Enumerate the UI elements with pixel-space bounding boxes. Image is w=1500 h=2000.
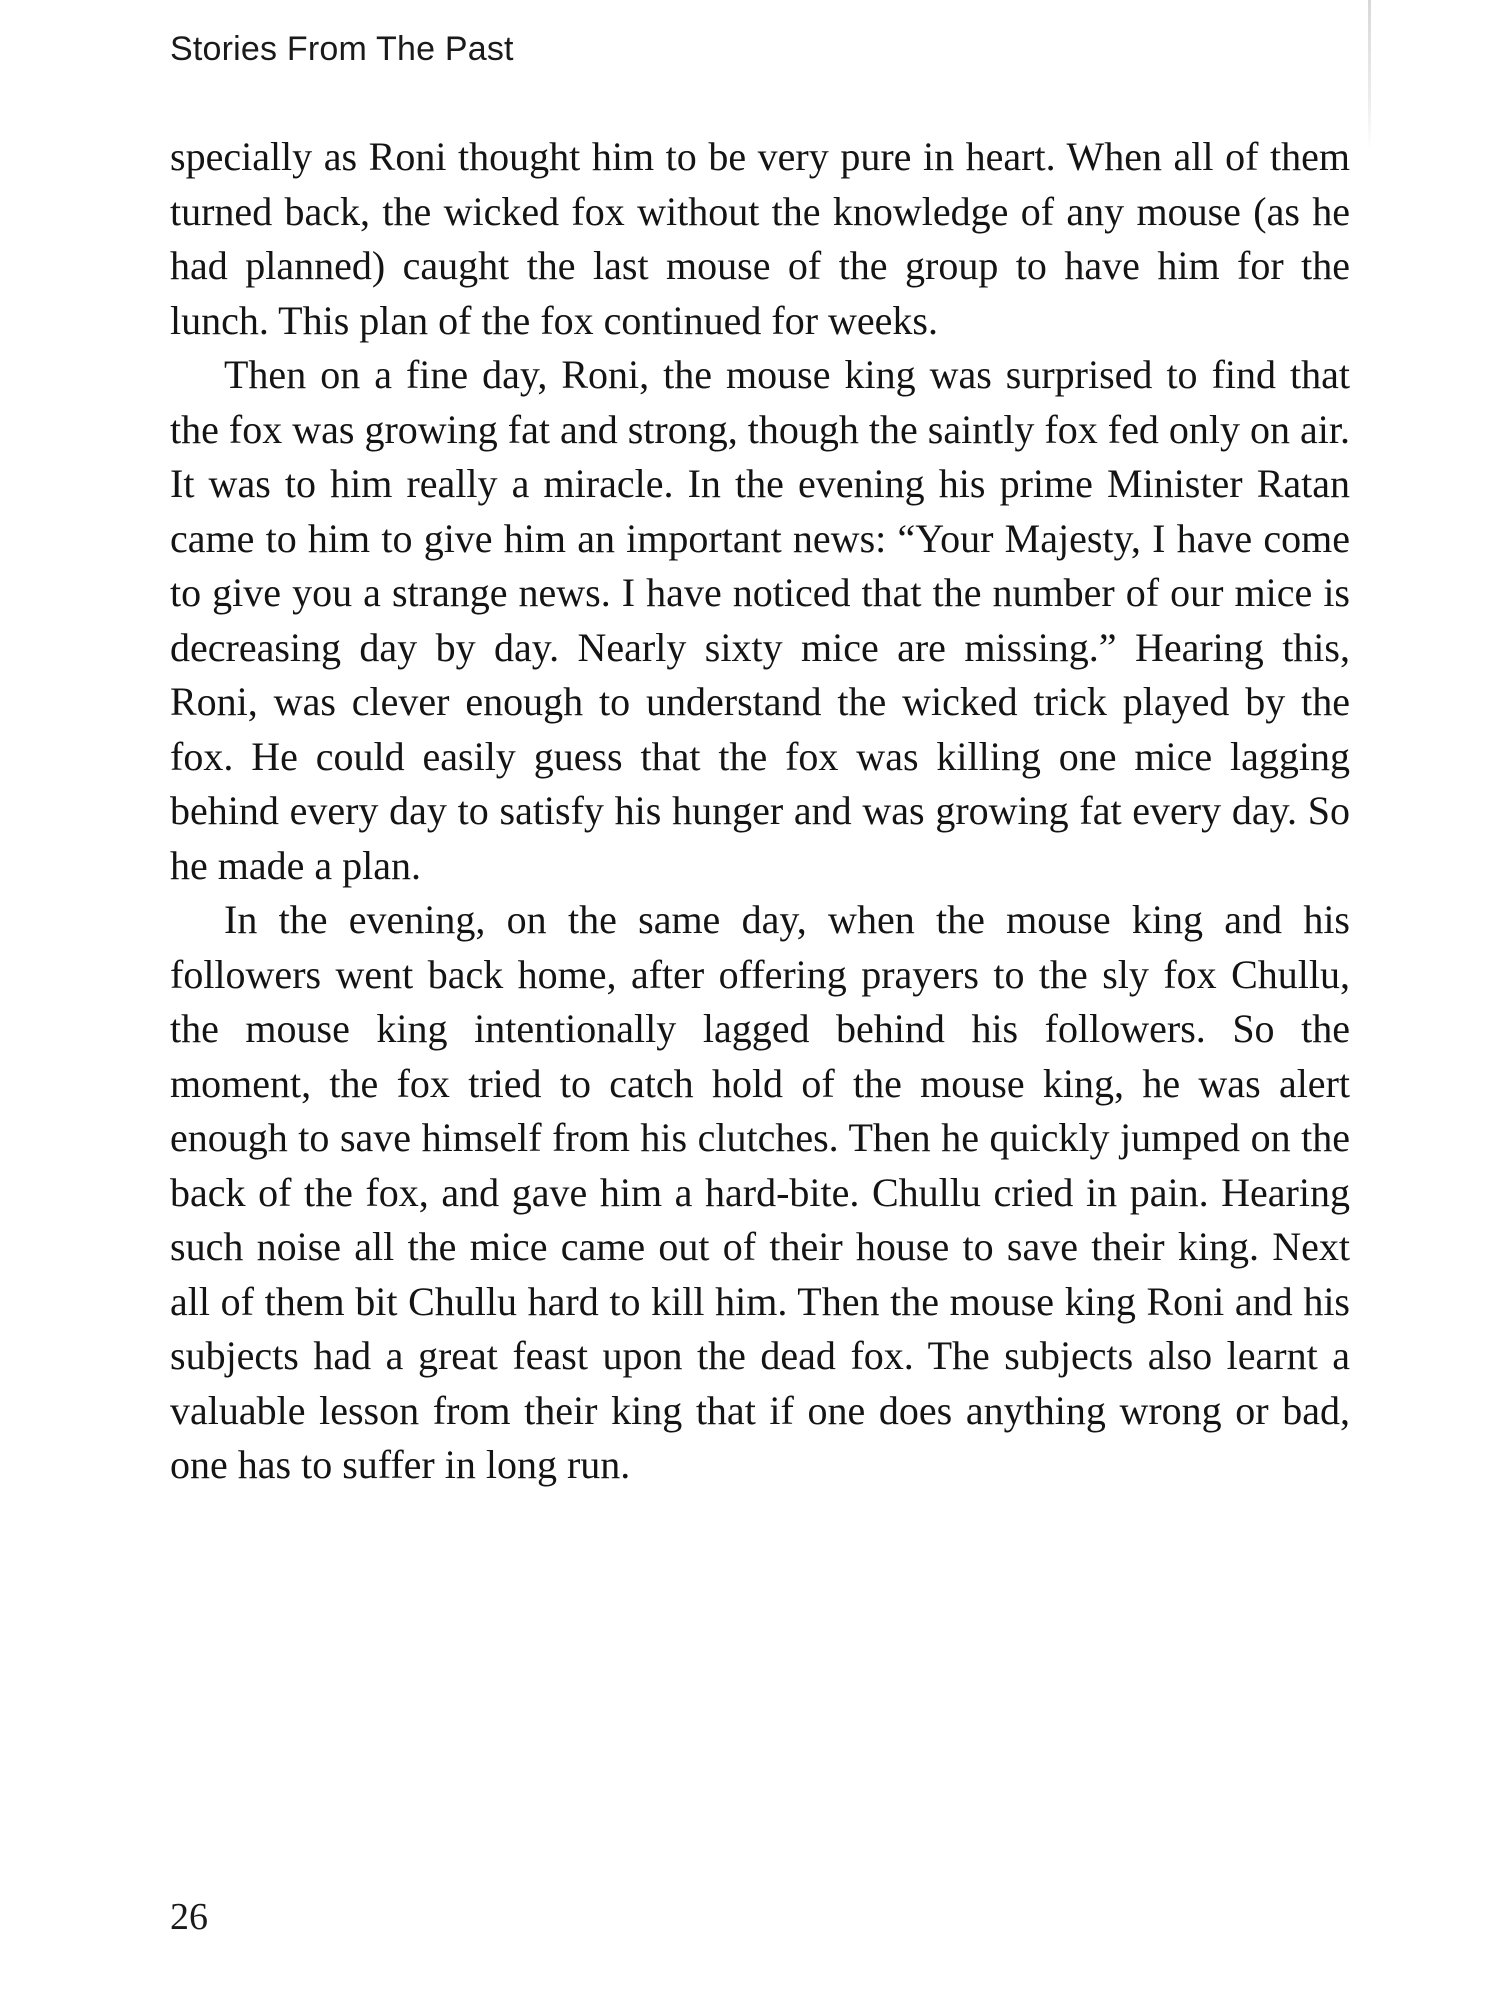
page-number: 26 — [170, 1896, 208, 1938]
paragraph-3: In the evening, on the same day, when the mouse king and his followers went back home, after offering prayers to the sly fox Chullu, the mouse king intentionally lagged behind his followers. So the moment, the fox tried to catch hold of the mouse king, he was alert enough to save himself from his clutches. Then he quickly jumped on the back of the fox, and gave him a hard-bite. Chullu cried in pain. Hearing such noise all the mice came out of their house to save their king. Next all of them bit Chullu hard to kill him. Then the mouse king Roni and his subjects had a great feast upon the dead fox. The subjects also learnt a valuable lesson from their king that if one does anything wrong or bad, one has to suffer in long run. — [170, 897, 1350, 1487]
paragraph-1: specially as Roni thought him to be very pure in heart. When all of them turned back, the wicked fox without the knowledge of any mouse (as he had planned) caught the last mouse of the group to have him for the lunch. This plan of the fox continued for weeks. — [170, 134, 1350, 343]
running-header: Stories From The Past — [170, 30, 514, 68]
paragraph-2: Then on a fine day, Roni, the mouse king was surprised to find that the fox was growing fat and strong, though the saintly fox fed only on air. It was to him really a miracle. In the evening his prime Minister Ratan came to him to give him an important news: “Your Majesty, I have come to give you a strange news. I have noticed that the number of our mice is decreasing day by day. Nearly sixty mice are missing.” Hearing this, Roni, was clever enough to understand the wicked trick played by the fox. He could easily guess that the fox was killing one mice lagging behind every day to satisfy his hunger and was growing fat every day. So he made a plan. — [170, 352, 1350, 888]
page-edge-shadow — [1368, 0, 1371, 150]
body-text — [170, 130, 1350, 1493]
